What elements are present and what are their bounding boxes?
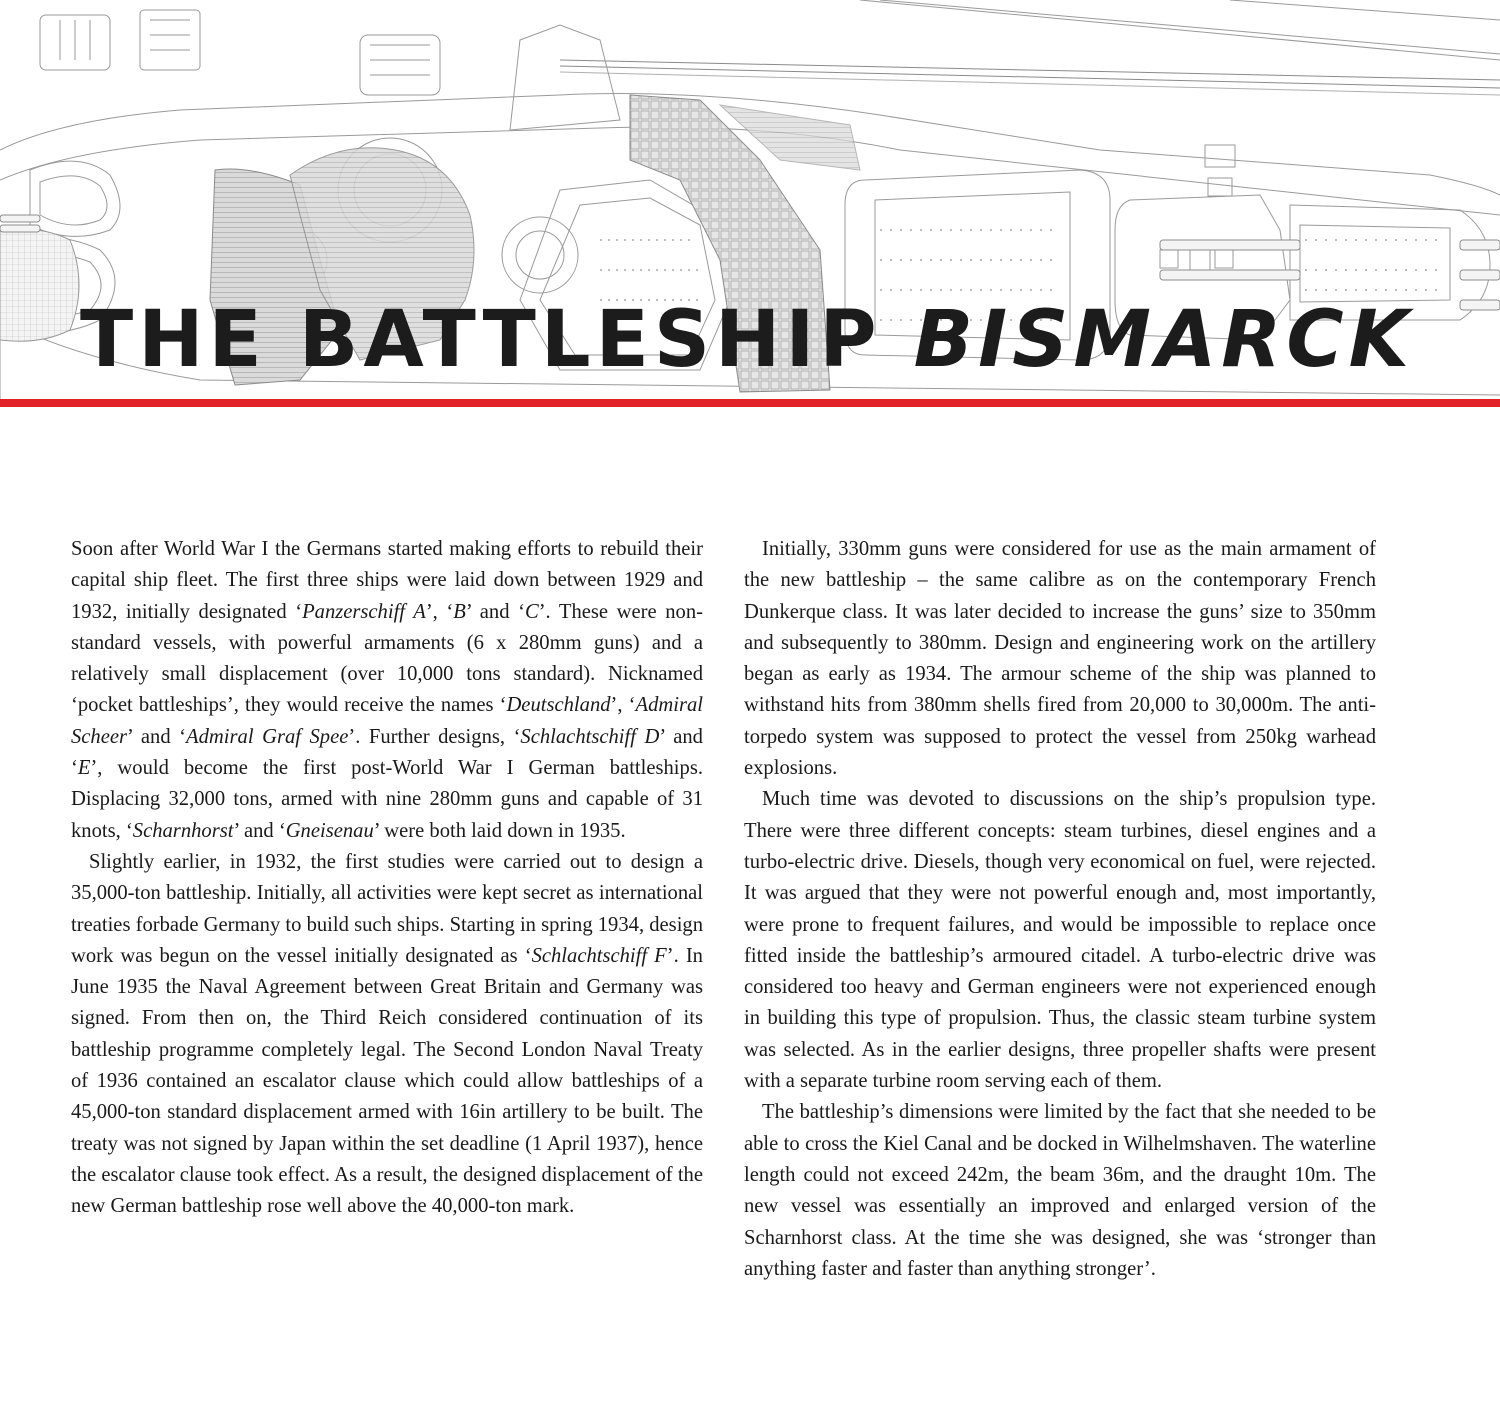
left-paragraph-2: Slightly earlier, in 1932, the first studies were carried out to design a 35,000-ton battleship. Initially, all activities were kept secret as international treaties forbade Germany to build such ships. Starting in spring 1934, design work was begun on the vessel initially designated as ‘Schlachtschiff F’. In June 1935 the Naval Agreement between Great Britain and Germany was signed. From then on, the Third Reich considered continuation of its battleship programme completely legal. The Second London Naval Treaty of 1936 contained an escalator clause which could allow battleships of a 45,000-ton standard displacement armed with 16in artillery to be built. The treaty was not signed by Japan within the set deadline (1 April 1937), hence the escalator clause took effect. As a result, the designed displacement of the new German battleship rose well above the 40,000-ton mark. <box>71 850 704 1218</box>
title-main: THE BATTLESHIP <box>80 295 914 385</box>
right-column <box>744 534 1376 1285</box>
page-title <box>80 292 1414 388</box>
left-paragraph-1: Soon after World War I the Germans started making efforts to rebuild their capital ship fleet. The first three ships were laid down between 1929 and 1932, initially designated ‘Panzerschiff A’, ‘B’ and ‘C’. These were non-standard vessels, with powerful armaments (6 x 280mm guns) and a relatively small displacement (over 10,000 tons standard). Nicknamed ‘pocket battleships’, they would receive the names ‘Deutschland’, ‘Admiral Scheer’ and ‘Admiral Graf Spee’. Further designs, ‘Schlachtschiff D’ and ‘E’, would become the first post-World War I German battleships. Displacing 32,000 tons, armed with nine 280mm guns and capable of 31 knots, ‘Scharnhorst’ and ‘Gneisenau’ were both laid down in 1935. <box>71 538 704 842</box>
right-paragraph-1: Initially, 330mm guns were considered for use as the main armament of the new battleship – the same calibre as on the contemporary French Dunkerque class. It was later decided to increase the guns’ size to 350mm and subsequently to 380mm. Design and engineering work on the artillery began as early as 1934. The armour scheme of the ship was planned to withstand hits from 380mm shells fired from 20,000 to 30,000m. The anti-torpedo system was supposed to protect the vessel from 250kg warhead explosions. <box>744 538 1376 780</box>
right-paragraph-2: Much time was devoted to discussions on the ship’s propulsion type. There were three different concepts: steam turbines, diesel engines and a turbo-electric drive. Diesels, though very economical on fuel, were rejected. It was argued that they were not powerful enough and, most importantly, were prone to frequent failures, and would be impossible to replace once fitted inside the battleship’s armoured citadel. A turbo-electric drive was considered too heavy and German engineers were not experienced enough in building this type of propulsion. Thus, the classic steam turbine system was selected. As in the earlier designs, three propeller shafts were present with a separate turbine room serving each of them. <box>744 788 1376 1093</box>
right-paragraph-3: The battleship’s dimensions were limited by the fact that she needed to be able to cross the Kiel Canal and be docked in Wilhelmshaven. The waterline length could not exceed 242m, the beam 36m, and the draught 10m. The new vessel was essentially an improved and enlarged version of the Scharnhorst class. At the time she was designed, she was ‘stronger than anything faster and faster than anything stronger’. <box>744 1101 1376 1280</box>
title-ship-name: BISMARCK <box>913 295 1415 385</box>
page-header <box>0 0 1500 408</box>
red-divider <box>0 399 1500 407</box>
left-column <box>71 534 703 1223</box>
